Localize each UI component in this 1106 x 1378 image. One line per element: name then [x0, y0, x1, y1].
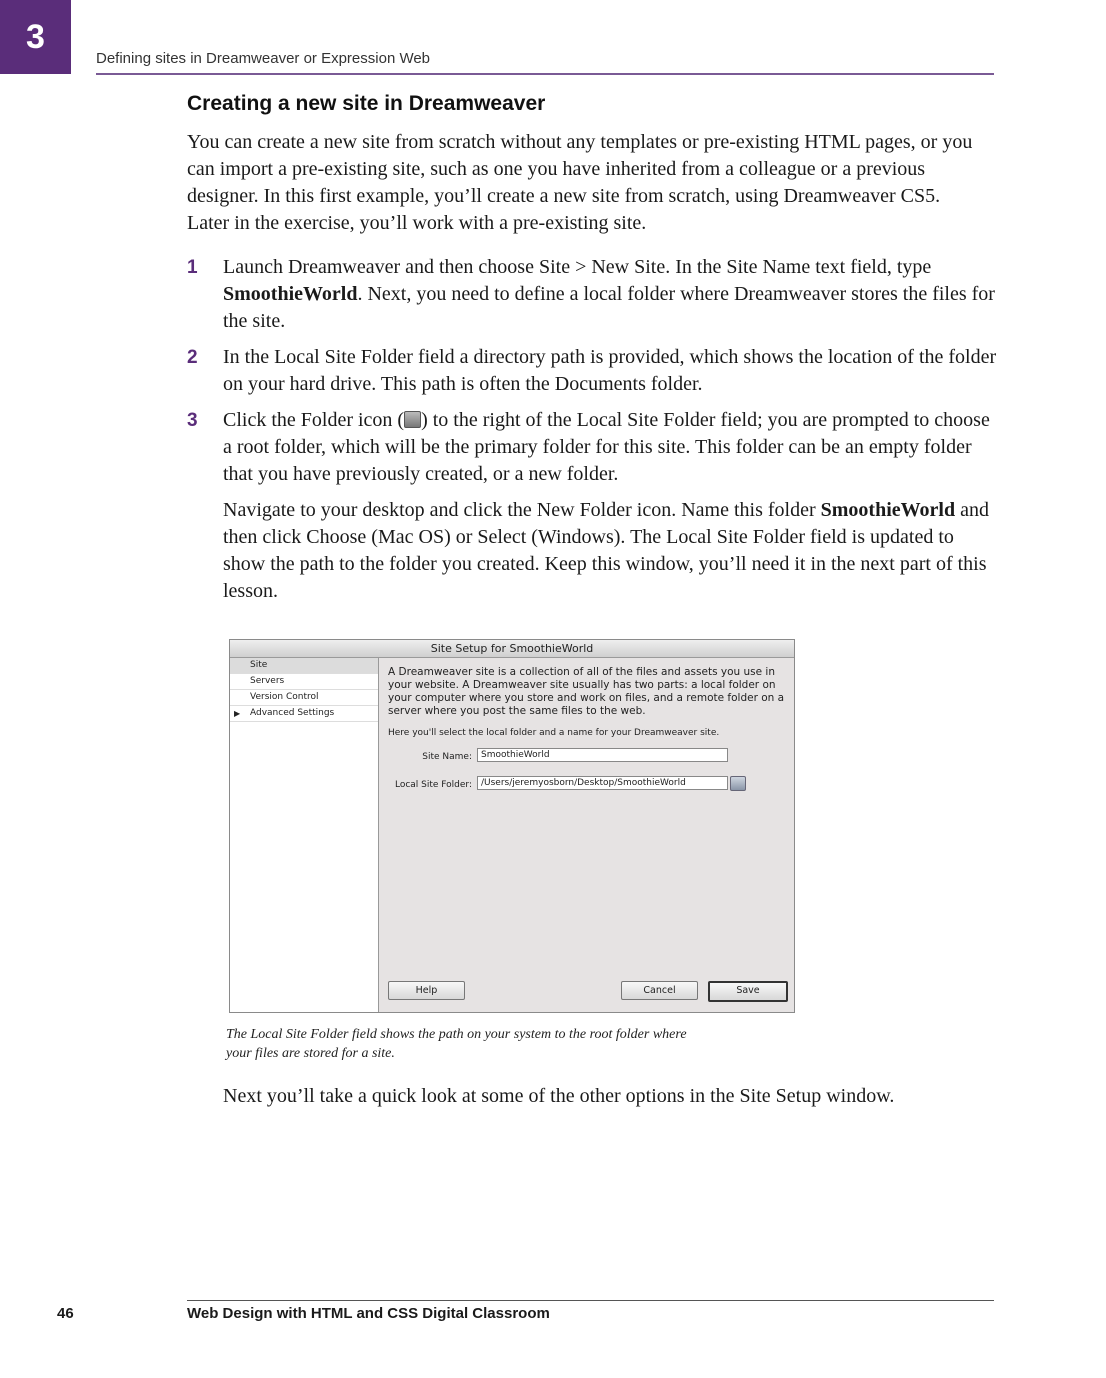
step-number: 2 — [187, 347, 198, 368]
sidebar-item-advanced-settings[interactable]: ▶ Advanced Settings — [230, 706, 378, 722]
figure-caption: The Local Site Folder field shows the path on your system to the root folder where your files are stored for a site. — [226, 1027, 687, 1061]
site-name-row — [388, 748, 788, 770]
sidebar-item-version-control[interactable]: Version Control — [230, 690, 378, 706]
dialog-content — [388, 666, 788, 798]
step-text: Click the Folder icon ( ) to the right of the Local Site Folder field; you are prompted to choose a root folder, which will be the primary folder for this site. This folder can be an empty folder that you have previously created, or a new folder. — [223, 409, 990, 485]
header-rule — [96, 73, 994, 75]
site-setup-dialog — [229, 639, 795, 1013]
chapter-number-tab: 3 — [0, 0, 71, 74]
local-folder-label: Local Site Folder: — [394, 780, 472, 790]
step-continuation: Navigate to your desktop and click the New Folder icon. Name this folder SmoothieWorld and then click Choose (Mac OS) or Select (Windows). The Local Site Folder field is updated to show the path to the folder you created. Keep this window, you’ll need it in the next part of this lesson. — [223, 499, 989, 602]
page-number: 46 — [57, 1305, 74, 1322]
browse-folder-icon[interactable] — [730, 776, 746, 791]
running-header: Defining sites in Dreamweaver or Expression Web — [96, 50, 431, 67]
local-folder-input[interactable]: /Users/jeremyosborn/Desktop/SmoothieWorld — [477, 776, 728, 790]
cancel-button[interactable]: Cancel — [621, 981, 698, 1000]
footer-rule — [187, 1300, 994, 1301]
steps-list — [187, 254, 997, 605]
book-title: Web Design with HTML and CSS Digital Classroom — [187, 1305, 550, 1322]
sidebar-item-servers[interactable]: Servers — [230, 674, 378, 690]
site-name-label: Site Name: — [422, 752, 472, 762]
disclosure-triangle-icon[interactable]: ▶ — [234, 709, 241, 718]
step-text: Launch Dreamweaver and then choose Site > New Site. In the Site Name text field, type SmoothieWorld. Next, you need to define a local folder where Dreamweaver stores the files for the site. — [223, 256, 995, 332]
dialog-title: Site Setup for SmoothieWorld — [230, 640, 794, 658]
dialog-description: A Dreamweaver site is a collection of all of the files and assets you use in your website. A Dreamweaver site usually has two parts: a local folder on your computer where you store and work on files, and a remote folder on a server where you post the same files to the web. — [388, 666, 785, 717]
local-folder-row — [388, 776, 788, 798]
step-text: In the Local Site Folder field a directory path is provided, which shows the location of the folder on your hard drive. This path is often the Documents folder. — [223, 346, 997, 395]
section-title: Creating a new site in Dreamweaver — [187, 92, 546, 115]
intro-paragraph: You can create a new site from scratch without any templates or pre-existing HTML pages, or you can import a pre-existing site, such as one you have inherited from a colleague or a previous designer. In this first example, you’ll create a new site from scratch, using Dreamweaver CS5. Later in the exercise, you’ll work with a pre-existing site. — [187, 131, 973, 234]
step-1 — [187, 254, 997, 335]
step-3 — [187, 407, 997, 605]
sidebar-item-site[interactable]: Site — [230, 658, 378, 674]
step-number: 3 — [187, 410, 198, 431]
dialog-note: Here you'll select the local folder and a name for your Dreamweaver site. — [388, 728, 720, 738]
save-button[interactable]: Save — [708, 981, 788, 1002]
help-button[interactable]: Help — [388, 981, 465, 1000]
dialog-sidebar — [230, 658, 379, 1012]
folder-icon — [404, 411, 421, 428]
site-name-input[interactable]: SmoothieWorld — [477, 748, 728, 762]
step-number: 1 — [187, 257, 198, 278]
closing-paragraph: Next you’ll take a quick look at some of the other options in the Site Setup window. — [223, 1085, 895, 1107]
step-2 — [187, 344, 997, 398]
